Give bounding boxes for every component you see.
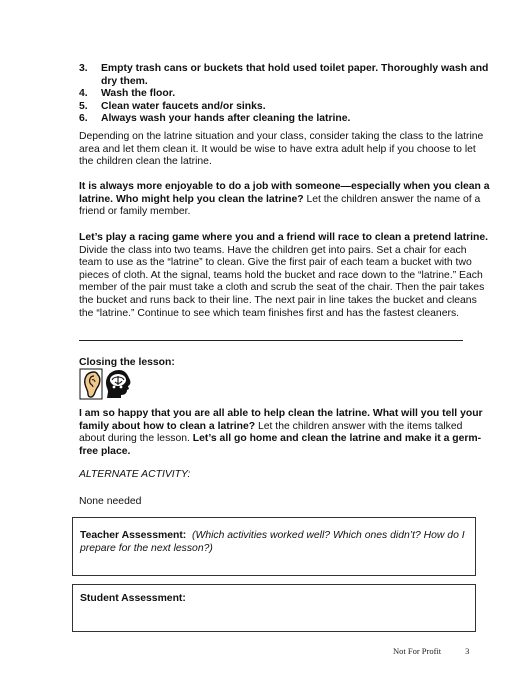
step-text: Wash the floor. — [101, 88, 176, 100]
step-text: Clean water faucets and/or sinks. — [101, 100, 266, 112]
footer-text: Not For Profit — [393, 646, 442, 656]
enjoyable-bold-text: It is always more enjoyable to do a job with someone—especially when you clean a latrine. Who might help you clean the latrine? — [79, 181, 490, 205]
step-item — [79, 101, 491, 114]
step-number: 3. — [79, 63, 88, 74]
closing-icons — [79, 368, 139, 400]
page-footer — [393, 646, 469, 656]
closing-text: Let the children answer with the items talked about during the lesson. — [79, 420, 463, 445]
racing-text: Divide the class into two teams. Have the children get into pairs. Set a chair for each team to use as the “latrine” to clean. Give the first pair of each team a bucket with two pieces of cloth. At the signal, teams hold the bucket and race down to the “latrine.” Each member of the pair must take a cloth and scrub the seat of the chair. Then the pair takes the bucket and runs back to their line. The next pair in line takes the bucket and cleans the “latrine.” Continue to see which team finishes first and has the fastest cleaners. — [79, 244, 485, 319]
student-assessment-label: Student Assessment: — [80, 593, 186, 604]
alternate-activity-heading: ALTERNATE ACTIVITY: — [79, 469, 191, 480]
closing-paragraph — [79, 408, 491, 458]
step-number: 6. — [79, 113, 88, 125]
alternate-activity-text: None needed — [79, 496, 142, 507]
enjoyable-paragraph — [79, 181, 491, 219]
step-text: Always wash your hands after cleaning the latrine. — [101, 113, 351, 125]
student-assessment-box — [72, 584, 476, 632]
head-thinking-icon — [106, 370, 130, 398]
teacher-assessment-box — [72, 517, 476, 576]
teacher-assessment-prompt: (Which activities worked well? Which ones didn’t? How do I prepare for the next lesson?) — [80, 530, 465, 554]
step-number: 4. — [79, 88, 88, 100]
closing-bold-text-1: I am so happy that you are all able to help clean the latrine. What will you tell your family about how to clean a latrine? — [79, 408, 483, 432]
step-item — [79, 88, 491, 101]
racing-bold-text: Let’s play a racing game where you and a friend will race to clean a pretend latrine. — [79, 232, 489, 243]
latrine-situation-paragraph: Depending on the latrine situation and your class, consider taking the class to the latrine area and let them clean it. It would be wise to have extra adult help if you choose to let the children clean the latrine. — [79, 131, 484, 168]
step-item — [79, 63, 491, 88]
step-text: Empty trash cans or buckets that hold used toilet paper. Thoroughly wash and dry them. — [101, 63, 489, 87]
page-number: 3 — [465, 646, 470, 656]
racing-game-paragraph — [79, 232, 491, 320]
step-number: 5. — [79, 100, 88, 112]
closing-bold-text-2: Let’s all go home and clean the latrine and make it a germ-free place. — [79, 433, 482, 457]
cleaning-steps-list — [79, 63, 491, 126]
step-item — [79, 113, 491, 126]
closing-heading: Closing the lesson: — [79, 357, 175, 368]
enjoyable-text: Let the children answer the name of a friend or family member. — [79, 193, 481, 218]
ear-icon — [80, 369, 102, 399]
section-divider — [79, 340, 463, 341]
teacher-assessment-label: Teacher Assessment: — [80, 530, 187, 541]
teacher-assessment-content — [80, 530, 468, 555]
